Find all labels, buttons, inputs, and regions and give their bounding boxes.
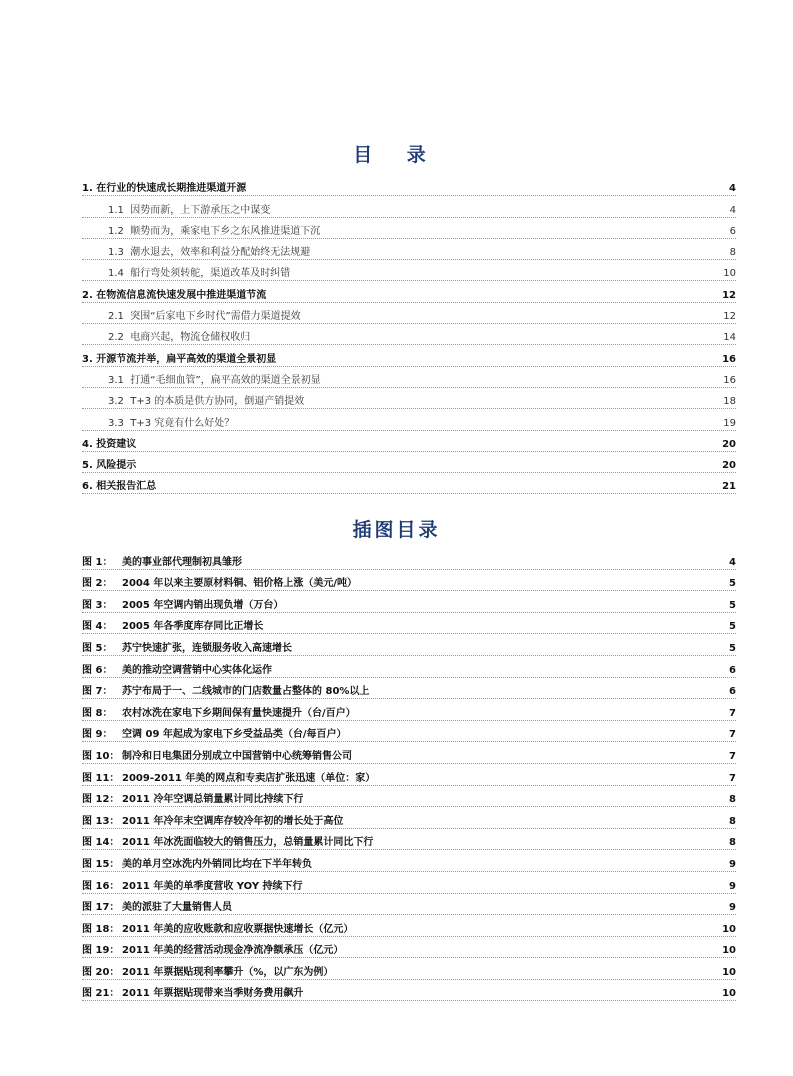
section-title: 相关报告汇总	[96, 481, 157, 493]
figure-caption: 2004 年以来主要原材料铜、铝价格上涨（美元/吨）	[122, 578, 357, 590]
section-number: 1.4	[108, 268, 124, 280]
section-number: 3.1	[108, 374, 124, 386]
figure-caption: 空调 09 年起成为家电下乡受益品类（台/每百户）	[122, 729, 347, 741]
figure-list-entry[interactable]	[82, 678, 736, 700]
figure-number: 图 11：	[82, 772, 120, 784]
toc-section-entry[interactable]	[82, 473, 736, 494]
figure-caption: 2011 年冷年末空调库存较冷年初的增长处于高位	[122, 815, 344, 827]
toc-subsection-entry[interactable]	[82, 196, 736, 217]
figure-list-entry[interactable]	[82, 613, 736, 635]
figure-list-entry[interactable]	[82, 786, 736, 808]
page-number: 6	[725, 685, 736, 698]
figure-number: 图 17：	[82, 902, 120, 914]
page-number: 14	[719, 331, 736, 344]
page-number: 9	[725, 858, 736, 871]
figure-number: 图 1：	[82, 556, 113, 568]
figure-caption: 2011 年票据贴现带来当季财务费用飙升	[122, 988, 304, 1000]
figure-caption: 制冷和日电集团分别成立中国营销中心统筹销售公司	[122, 750, 352, 762]
section-title: 突围“后家电下乡时代”需借力渠道提效	[130, 311, 301, 323]
page-number: 10	[718, 966, 736, 979]
toc-subsection-entry[interactable]	[82, 388, 736, 409]
section-title: 电商兴起，物流仓储权收归	[130, 332, 251, 344]
section-number: 3.3	[108, 417, 124, 429]
figure-list-entry[interactable]	[82, 591, 736, 613]
toc-subsection-entry[interactable]	[82, 239, 736, 260]
figure-number: 图 5：	[82, 642, 113, 654]
page-number: 20	[718, 438, 736, 451]
figure-caption: 2011 年美的应收账款和应收票据快速增长（亿元）	[122, 923, 354, 935]
page-number: 8	[726, 246, 736, 259]
figure-number: 图 21：	[82, 988, 120, 1000]
page-number: 8	[725, 836, 736, 849]
section-title: 打通“毛细血管”，扁平高效的渠道全景初显	[130, 374, 321, 386]
toc-subsection-entry[interactable]	[82, 324, 736, 345]
page-number: 7	[725, 750, 736, 763]
section-title: T+3 的本质是供方协同，倒逼产销提效	[130, 396, 305, 408]
figure-number: 图 19：	[82, 945, 120, 957]
figure-number: 图 20：	[82, 966, 120, 978]
toc-subsection-entry[interactable]	[82, 218, 736, 239]
section-title: 因势而新，上下游承压之中谋变	[130, 204, 271, 216]
figure-caption: 美的推动空调营销中心实体化运作	[122, 664, 272, 676]
figure-number: 图 16：	[82, 880, 120, 892]
figure-list-entry[interactable]	[82, 570, 736, 592]
figure-number: 图 9：	[82, 729, 113, 741]
section-number: 2.1	[108, 311, 124, 323]
section-title: 在行业的快速成长期推进渠道开源	[96, 183, 247, 195]
figure-number: 图 10：	[82, 750, 120, 762]
page-number: 10	[718, 987, 736, 1000]
figure-number: 图 4：	[82, 621, 113, 633]
figure-list-entry[interactable]	[82, 634, 736, 656]
section-number: 1.3	[108, 247, 124, 259]
figure-caption: 2011 冷年空调总销量累计同比持续下行	[122, 794, 304, 806]
figure-list-entry[interactable]	[82, 980, 736, 1002]
figure-caption: 美的单月空冰洗内外销同比均在下半年转负	[122, 858, 312, 870]
figure-list-entry[interactable]	[82, 872, 736, 894]
toc-list	[82, 175, 736, 494]
figure-number: 图 18：	[82, 923, 120, 935]
figure-caption: 苏宁布局于一、二线城市的门店数量占整体的 80%以上	[122, 686, 370, 698]
figure-list-entry[interactable]	[82, 850, 736, 872]
page-number: 12	[719, 310, 736, 323]
figure-list-entry[interactable]	[82, 829, 736, 851]
page-number: 4	[725, 182, 736, 195]
page-number: 19	[719, 417, 736, 430]
figure-caption: 美的事业部代理制初具雏形	[122, 556, 242, 568]
figure-list-entry[interactable]	[82, 656, 736, 678]
section-title: T+3 究竟有什么好处？	[130, 417, 235, 429]
section-number: 3.	[82, 353, 93, 365]
figure-caption: 2009-2011 年美的网点和专卖店扩张迅速（单位：家）	[122, 772, 376, 784]
figure-caption: 2011 年票据贴现利率攀升（%，以广东为例）	[122, 966, 334, 978]
figure-list-entry[interactable]	[82, 807, 736, 829]
toc-subsection-entry[interactable]	[82, 303, 736, 324]
figure-list-entry[interactable]	[82, 894, 736, 916]
section-title: 开源节流并举，扁平高效的渠道全景初显	[96, 353, 277, 365]
page-number: 10	[718, 944, 736, 957]
page-number: 16	[718, 353, 736, 366]
section-title: 在物流信息流快速发展中推进渠道节流	[96, 289, 267, 301]
figure-caption: 美的派驻了大量销售人员	[122, 902, 232, 914]
section-title: 风险提示	[96, 460, 137, 472]
section-number: 1.2	[108, 225, 124, 237]
figure-number: 图 14：	[82, 837, 120, 849]
page-number: 5	[725, 620, 736, 633]
page-number: 21	[718, 480, 736, 493]
toc-section-entry[interactable]	[82, 175, 736, 196]
toc-title: 目 录	[353, 144, 440, 166]
figure-caption: 苏宁快速扩张，连锁服务收入高速增长	[122, 642, 292, 654]
page-number: 5	[725, 642, 736, 655]
figure-list	[82, 548, 736, 1001]
toc-section-entry[interactable]	[82, 281, 736, 302]
page-number: 10	[718, 923, 736, 936]
page-number: 18	[719, 395, 736, 408]
section-number: 6.	[82, 481, 93, 493]
toc-subsection-entry[interactable]	[82, 409, 736, 430]
section-number: 4.	[82, 438, 93, 450]
toc-subsection-entry[interactable]	[82, 260, 736, 281]
section-number: 5.	[82, 460, 93, 472]
figure-caption: 2005 年各季度库存同比正增长	[122, 621, 264, 633]
figure-caption: 2011 年冰洗面临较大的销售压力，总销量累计同比下行	[122, 837, 374, 849]
figure-number: 图 12：	[82, 794, 120, 806]
section-number: 1.1	[108, 204, 124, 216]
page-number: 7	[725, 772, 736, 785]
figure-number: 图 8：	[82, 707, 113, 719]
figure-number: 图 15：	[82, 858, 120, 870]
section-number: 1.	[82, 183, 93, 195]
figure-number: 图 3：	[82, 599, 113, 611]
page-number: 8	[725, 793, 736, 806]
section-title: 顺势而为，乘家电下乡之东风推进渠道下沉	[130, 225, 321, 237]
page-number: 4	[725, 556, 736, 569]
page-number: 4	[726, 204, 736, 217]
figure-list-entry[interactable]	[82, 721, 736, 743]
figure-list-entry[interactable]	[82, 958, 736, 980]
toc-section-entry[interactable]	[82, 431, 736, 452]
page-number: 7	[725, 707, 736, 720]
figure-list-entry[interactable]	[82, 764, 736, 786]
page-number: 6	[725, 664, 736, 677]
toc-section-entry[interactable]	[82, 452, 736, 473]
figure-list-title: 插图目录	[352, 519, 441, 541]
section-number: 2.2	[108, 332, 124, 344]
figure-caption: 2005 年空调内销出现负增（万台）	[122, 599, 284, 611]
figure-caption: 2011 年美的单季度营收 YOY 持续下行	[122, 880, 303, 892]
section-title: 投资建议	[96, 438, 137, 450]
figure-number: 图 6：	[82, 664, 113, 676]
figure-number: 图 7：	[82, 686, 113, 698]
figure-number: 图 13：	[82, 815, 120, 827]
figure-caption: 农村冰洗在家电下乡期间保有量快速提升（台/百户）	[122, 707, 356, 719]
page-number: 7	[725, 728, 736, 741]
page-number: 5	[725, 599, 736, 612]
page-number: 16	[719, 374, 736, 387]
page-number: 20	[718, 459, 736, 472]
page-number: 6	[726, 225, 736, 238]
section-title: 潮水退去，效率和利益分配始终无法规避	[130, 247, 311, 259]
figure-caption: 2011 年美的经营活动现金净流净额承压（亿元）	[122, 945, 344, 957]
section-number: 3.2	[108, 396, 124, 408]
figure-list-entry[interactable]	[82, 937, 736, 959]
figure-list-entry[interactable]	[82, 915, 736, 937]
page-number: 10	[719, 267, 736, 280]
figure-list-entry[interactable]	[82, 548, 736, 570]
section-number: 2.	[82, 289, 93, 301]
figure-list-entry[interactable]	[82, 699, 736, 721]
page-number: 9	[725, 901, 736, 914]
section-title: 船行弯处须转舵，渠道改革及时纠错	[130, 268, 291, 280]
page-number: 12	[718, 289, 736, 302]
page-number: 8	[725, 815, 736, 828]
toc-section-entry[interactable]	[82, 345, 736, 366]
page-number: 5	[725, 577, 736, 590]
toc-subsection-entry[interactable]	[82, 367, 736, 388]
figure-list-entry[interactable]	[82, 742, 736, 764]
figure-number: 图 2：	[82, 578, 113, 590]
page-number: 9	[725, 880, 736, 893]
